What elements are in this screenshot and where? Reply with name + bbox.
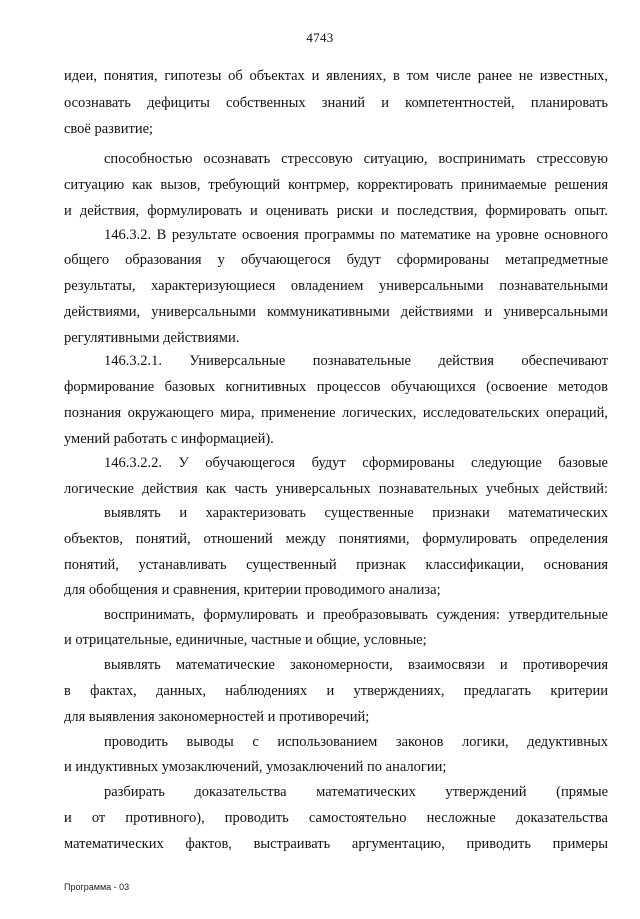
text-line: выявлять и характеризовать существенные признаки математических	[104, 505, 608, 521]
text-line: логические действия как часть универсальных познавательных учебных действий:	[64, 481, 608, 497]
text-line: 146.3.2. В результате освоения программы по математике на уровне основного	[104, 227, 608, 243]
text-line: умений работать с информацией).	[64, 431, 274, 447]
text-line: разбирать доказательства математических утверждений (прямые	[104, 784, 608, 800]
text-line: и отрицательные, единичные, частные и общие, условные;	[64, 632, 427, 648]
text-line: для обобщения и сравнения, критерии проводимого анализа;	[64, 582, 441, 598]
text-line: формирование базовых когнитивных процессов обучающихся (освоение методов	[64, 379, 608, 395]
text-line: своё развитие;	[64, 121, 154, 137]
text-line: действиями, универсальными коммуникативными действиями и универсальными	[64, 304, 608, 320]
text-line: и индуктивных умозаключений, умозаключений по аналогии;	[64, 759, 447, 775]
text-line: осознавать дефициты собственных знаний и компетентностей, планировать	[64, 95, 608, 111]
text-line: и от противного), проводить самостоятельно несложные доказательства	[64, 810, 608, 826]
text-line: 146.3.2.1. Универсальные познавательные действия обеспечивают	[104, 353, 608, 369]
text-line: способностью осознавать стрессовую ситуацию, воспринимать стрессовую	[104, 151, 608, 167]
text-line: математических фактов, выстраивать аргументацию, приводить примеры	[64, 836, 608, 852]
footer-label: Программа - 03	[64, 882, 130, 892]
text-line: общего образования у обучающегося будут сформированы метапредметные	[64, 252, 608, 268]
text-line: для выявления закономерностей и противоречий;	[64, 709, 370, 725]
text-line: в фактах, данных, наблюдениях и утверждениях, предлагать критерии	[64, 683, 608, 699]
text-line: ситуацию как вызов, требующий контрмер, корректировать принимаемые решения	[64, 177, 608, 193]
text-line: и действия, формулировать и оценивать риски и последствия, формировать опыт.	[64, 203, 608, 219]
text-line: 146.3.2.2. У обучающегося будут сформированы следующие базовые	[104, 455, 608, 471]
text-line: результаты, характеризующиеся овладением универсальными познавательными	[64, 278, 608, 294]
text-line: регулятивными действиями.	[64, 330, 240, 346]
text-line: идеи, понятия, гипотезы об объектах и явлениях, в том числе ранее не известных,	[64, 68, 608, 84]
text-line: понятий, устанавливать существенный признак классификации, основания	[64, 557, 608, 573]
page-number: 4743	[306, 30, 334, 45]
text-line: объектов, понятий, отношений между понятиями, формулировать определения	[64, 531, 608, 547]
text-line: проводить выводы с использованием законов логики, дедуктивных	[104, 734, 608, 750]
text-line: выявлять математические закономерности, взаимосвязи и противоречия	[104, 657, 608, 673]
text-line: познания окружающего мира, применение логических, исследовательских операций,	[64, 405, 608, 421]
text-line: воспринимать, формулировать и преобразовывать суждения: утвердительные	[104, 607, 608, 623]
